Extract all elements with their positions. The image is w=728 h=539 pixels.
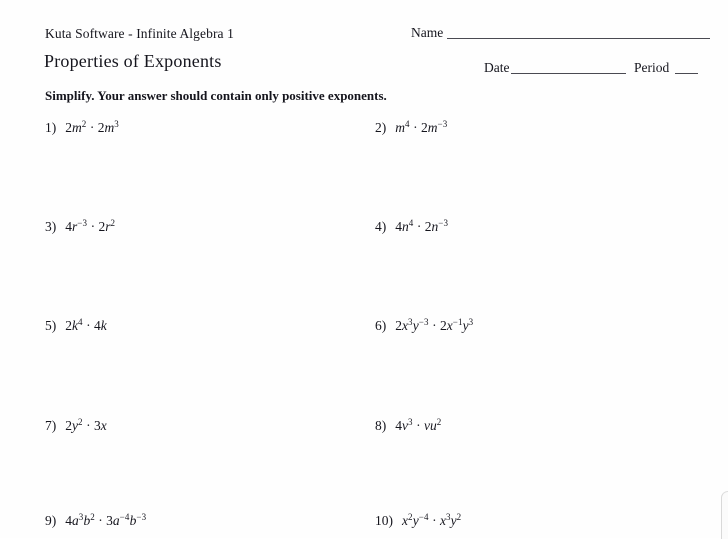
problem-6 [375,317,473,336]
exponent: 3 [408,416,413,427]
term: x [439,513,446,528]
term: 2 [395,318,402,333]
term: · [413,219,425,234]
problem-number: 10) [375,513,393,528]
term: · [82,318,94,333]
term: 2 [439,318,447,333]
term: u [429,418,437,433]
term: a [112,513,120,528]
term: y [450,513,457,528]
term: 2 [97,120,105,135]
term: k [72,318,78,333]
problem-expression [395,219,448,234]
name-label: Name [411,25,444,40]
exponent: 3 [78,511,84,522]
problem-expression [65,513,146,528]
problem-9 [45,512,146,531]
term: 2 [424,219,432,234]
term: y [412,513,419,528]
name-blank-line [447,38,710,39]
problem-7 [45,417,107,436]
term: b [129,513,137,528]
exponent: −4 [418,511,429,522]
exponent: −1 [452,316,463,327]
term: 4 [93,318,101,333]
problem-expression [65,219,115,234]
term: · [87,219,99,234]
term: k [100,318,107,333]
term: · [412,418,424,433]
exponent: 4 [78,316,83,327]
problem-number: 6) [375,318,387,333]
term: · [409,120,421,135]
term: · [82,418,94,433]
term: 2 [65,318,72,333]
term: 4 [65,513,72,528]
problem-number: 8) [375,418,387,433]
exponent: 3 [468,316,474,327]
exponent: −3 [437,118,448,129]
term: r [105,219,111,234]
term: · [428,513,440,528]
term: m [104,120,115,135]
problem-number: 1) [45,120,57,135]
term: x [100,418,107,433]
problem-expression [395,318,473,333]
problem-number: 2) [375,120,387,135]
term: · [428,318,440,333]
exponent: 3 [408,316,413,327]
problem-expression [395,418,441,433]
problem-expression [65,418,106,433]
exponent: 3 [114,118,119,129]
term: 2 [65,418,72,433]
term: m [395,120,405,135]
exponent: 4 [405,118,410,129]
term: 2 [420,120,428,135]
term: x [402,318,408,333]
problem-expression [395,120,447,135]
term: x [402,513,408,528]
term: 3 [106,513,113,528]
term: a [72,513,79,528]
problem-8 [375,417,441,436]
term: m [427,120,438,135]
period-label: Period [634,60,670,75]
problem-10 [375,512,461,531]
problem-3 [45,218,115,237]
term: · [86,120,98,135]
term: r [72,219,78,234]
problem-expression [402,513,461,528]
problem-2 [375,119,447,138]
exponent: 3 [445,511,451,522]
exponent: 2 [436,416,442,427]
exponent: −3 [438,217,449,228]
exponent: −3 [136,511,147,522]
term: 2 [65,120,72,135]
date-label: Date [484,60,510,75]
term: b [83,513,91,528]
term: 2 [98,219,106,234]
term: v [402,418,408,433]
exponent: 2 [456,511,462,522]
problem-number: 9) [45,513,57,528]
term: 4 [65,219,72,234]
problem-number: 3) [45,219,57,234]
exponent: 2 [90,511,95,522]
term: x [446,318,453,333]
course-heading: Kuta Software - Infinite Algebra 1 [45,26,234,41]
term: 4 [395,418,402,433]
exponent: 4 [408,217,414,228]
instructions-text: Simplify. Your answer should contain only positive exponents. [45,88,387,103]
exponent: −4 [119,511,130,522]
exponent: −3 [77,217,88,228]
page-title: Properties of Exponents [44,51,222,71]
term: m [72,120,82,135]
exponent: 2 [110,217,116,228]
problem-4 [375,218,448,237]
term: · [94,513,107,528]
exponent: −3 [418,316,429,327]
problem-5 [45,317,107,336]
term: v [423,418,430,433]
exponent: 2 [81,118,87,129]
term: y [412,318,419,333]
problem-expression [65,318,106,333]
term: 4 [395,219,402,234]
exponent: 2 [78,416,83,427]
scrollbar-thumb[interactable] [721,491,728,539]
term: n [431,219,439,234]
date-blank-line [511,73,626,74]
exponent: 2 [408,511,413,522]
problem-number: 5) [45,318,57,333]
problem-number: 7) [45,418,57,433]
period-blank-line [675,73,698,74]
term: n [402,219,409,234]
problem-1 [45,119,119,138]
problem-number: 4) [375,219,387,234]
term: y [72,418,78,433]
term: 3 [93,418,101,433]
term: y [462,318,469,333]
problem-expression [65,120,119,135]
